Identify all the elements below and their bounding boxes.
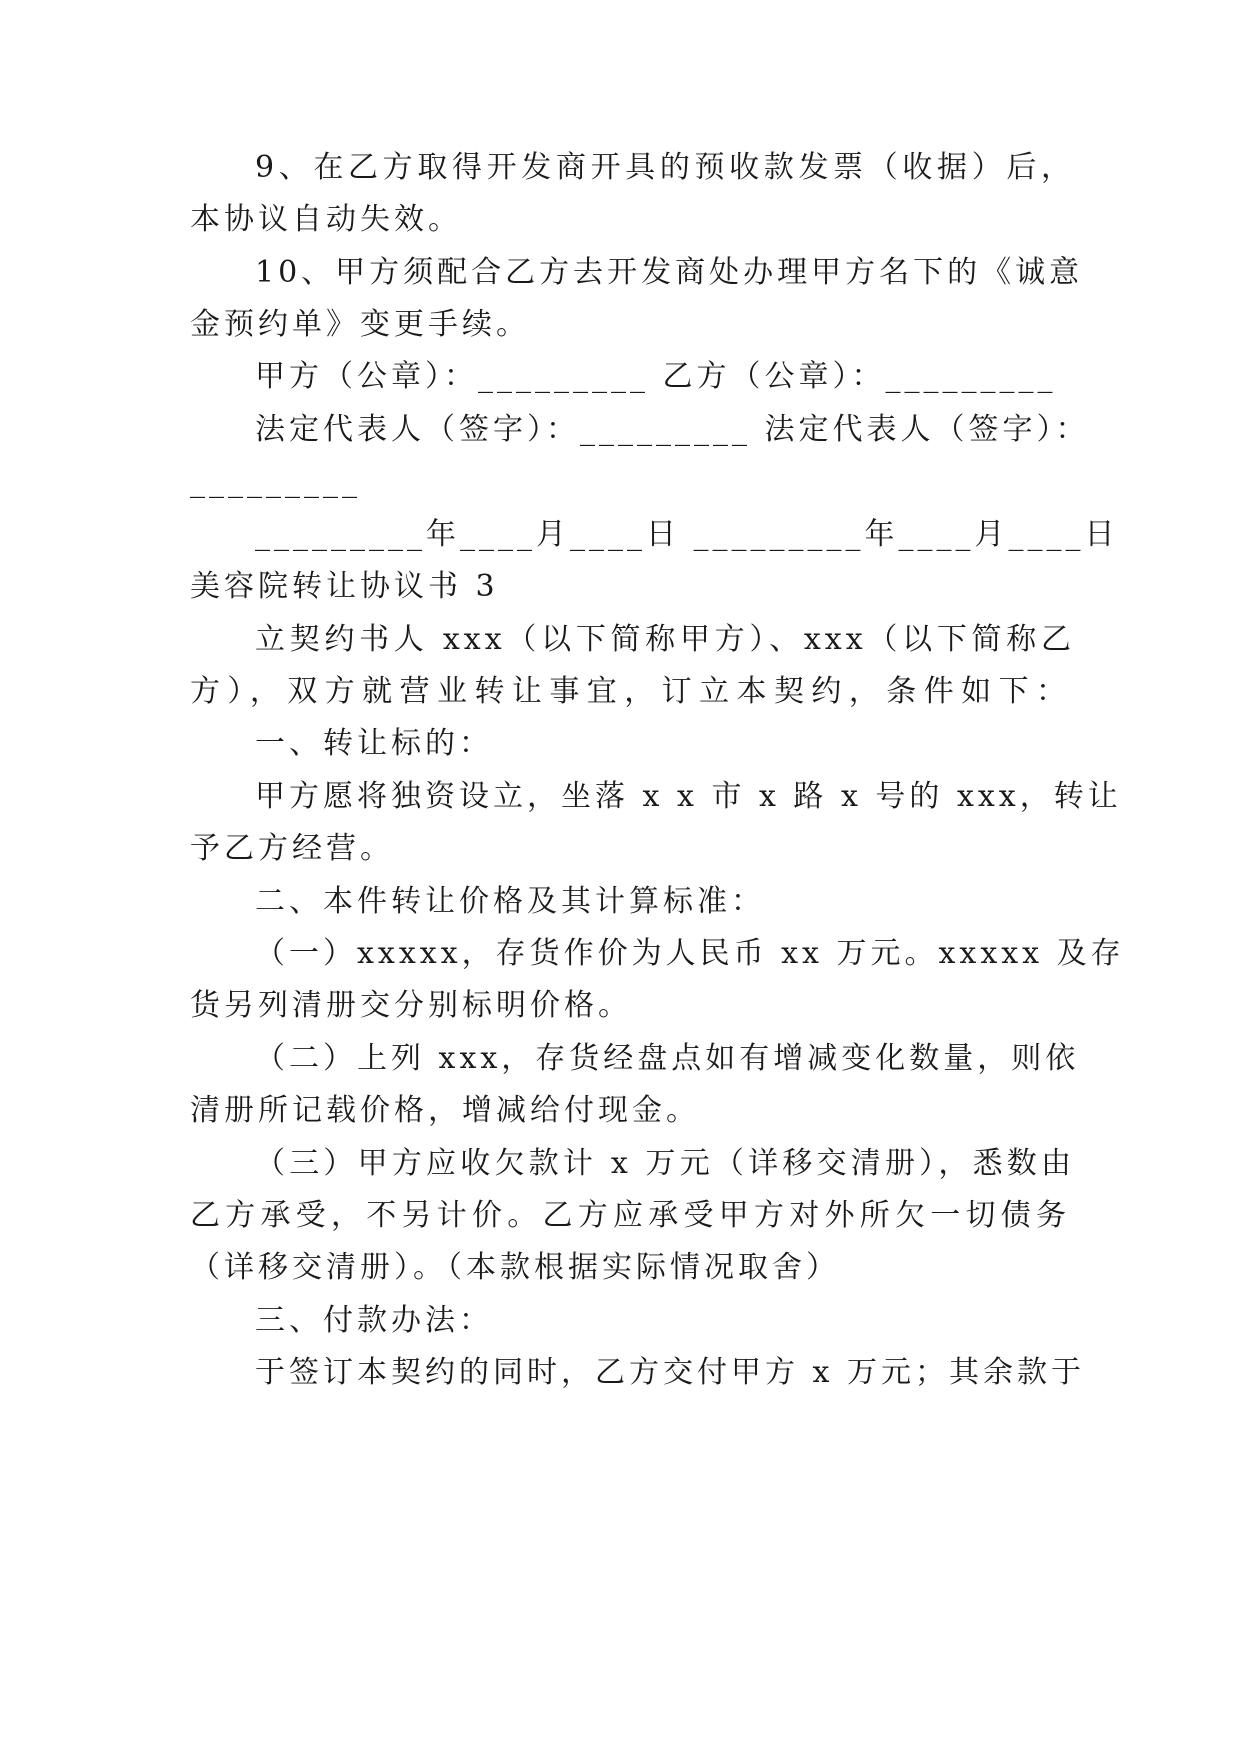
paragraph-line: 10、甲方须配合乙方去开发商处办理甲方名下的《诚意 (255, 255, 1084, 290)
clause-heading: 二、本件转让价格及其计算标准： (255, 884, 765, 919)
signature-blank: _________ (190, 464, 361, 499)
paragraph-line: 货另列清册交分别标明价格。 (190, 988, 632, 1023)
signature-line: 甲方（公章）：_________ 乙方（公章）：_________ (255, 359, 1057, 394)
paragraph-line: （一）xxxxx，存货作价为人民币 xx 万元。xxxxx 及存 (255, 936, 1125, 971)
paragraph-line: 9、在乙方取得开发商开具的预收款发票（收据）后， (255, 150, 1075, 185)
paragraph-line: 甲方愿将独资设立，坐落 x x 市 x 路 x 号的 xxx，转让 (255, 779, 1122, 814)
paragraph-line: 金预约单》变更手续。 (190, 307, 530, 342)
paragraph-line: 方），双方就营业转让事宜，订立本契约，条件如下： (190, 674, 1070, 709)
paragraph-line: 本协议自动失效。 (190, 202, 462, 237)
signature-line: 法定代表人（签字）：_________ 法定代表人（签字）： (255, 412, 1090, 447)
paragraph-line: 予乙方经营。 (190, 831, 394, 866)
paragraph-line: 于签订本契约的同时，乙方交付甲方 x 万元；其余款于 (255, 1355, 1085, 1390)
paragraph-line: 清册所记载价格，增减给付现金。 (190, 1093, 700, 1128)
clause-heading: 一、转让标的： (255, 726, 493, 761)
section-title: 美容院转让协议书 3 (190, 569, 499, 604)
clause-heading: 三、付款办法： (255, 1303, 493, 1338)
paragraph-line: （详移交清册）。（本款根据实际情况取舍） (190, 1250, 840, 1285)
paragraph-line: 立契约书人 xxx（以下简称甲方）、xxx（以下简称乙 (255, 622, 1075, 657)
paragraph-line: （二）上列 xxx，存货经盘点如有增减变化数量，则依 (255, 1041, 1080, 1076)
paragraph-line: （三）甲方应收欠款计 x 万元（详移交清册），悉数由 (255, 1146, 1075, 1181)
date-line: _________年____月____日 _________年____月____日 (255, 517, 1119, 552)
paragraph-line: 乙方承受，不另计价。乙方应承受甲方对外所欠一切债务 (190, 1198, 1070, 1233)
